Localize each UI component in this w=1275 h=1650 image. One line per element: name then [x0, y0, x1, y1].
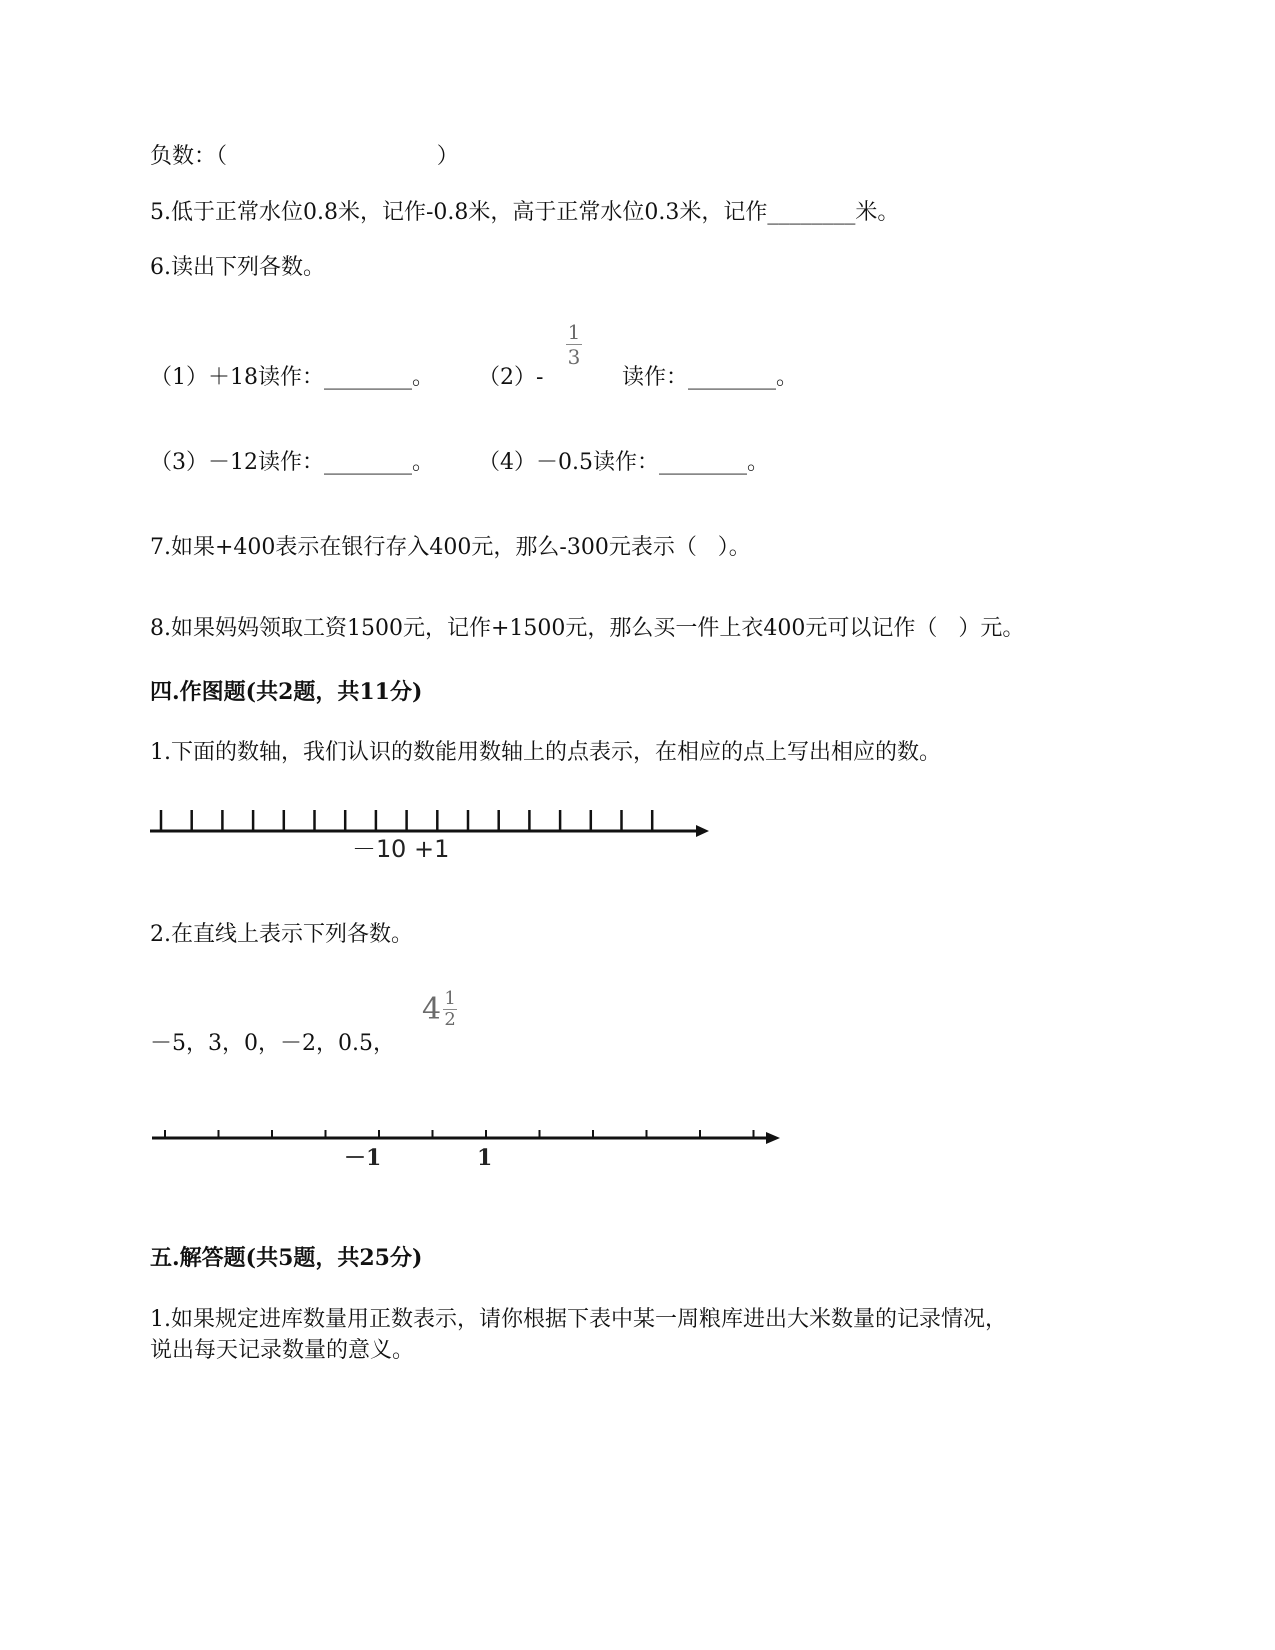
axis2-label-one: 1: [477, 1145, 493, 1171]
question-6-item-2-prefix: （2）-: [478, 365, 544, 390]
answer-question-1-line-2: 说出每天记录数量的意义。: [150, 1338, 415, 1363]
negative-numbers-line: 负数：（ ）: [150, 144, 459, 169]
question-6: 6.读出下列各数。: [150, 255, 325, 280]
mixed-number-numerator: 1: [444, 988, 456, 1009]
question-7: 7.如果+400表示在银行存入400元，那么-300元表示（ ）。: [150, 535, 751, 560]
axis2-label-minus-one: －1: [344, 1145, 382, 1171]
mixed-number-denominator: 2: [444, 1009, 456, 1030]
section-4-heading: 四.作图题(共2题，共11分): [150, 679, 423, 705]
axis1-label-minus-one: －1: [352, 835, 392, 863]
question-6-item-2-suffix: 读作：________。: [622, 365, 799, 390]
question-8: 8.如果妈妈领取工资1500元，记作+1500元，那么买一件上衣400元可以记作（ ）元。: [150, 616, 1025, 641]
question-6-item-1: （1）＋18读作：________。: [150, 365, 434, 390]
drawing-question-1: 1.下面的数轴，我们认识的数能用数轴上的点表示，在相应的点上写出相应的数。: [150, 740, 941, 765]
question-5: 5.低于正常水位0.8米，记作-0.8米，高于正常水位0.3米，记作________米。: [150, 200, 900, 225]
fraction-numerator: 1: [567, 320, 581, 344]
axis1-label-plus-one: +1: [414, 835, 450, 863]
question-6-item-4: （4）－0.5读作：________。: [478, 450, 769, 475]
mixed-number-whole: 4: [422, 991, 442, 1027]
axis1-label-zero: 0: [391, 835, 407, 863]
answer-question-1-line-1: 1.如果规定进库数量用正数表示，请你根据下表中某一周粮库进出大米数量的记录情况，: [150, 1307, 1007, 1332]
number-line-2-arrow: [766, 1132, 780, 1144]
fraction-denominator: 3: [567, 345, 581, 369]
section-5-heading: 五.解答题(共5题，共25分): [150, 1245, 423, 1271]
drawing-question-2-numbers: －5，3，0，－2，0.5，: [150, 1031, 395, 1056]
drawing-question-2: 2.在直线上表示下列各数。: [150, 922, 413, 947]
question-6-item-3: （3）－12读作：________。: [150, 450, 434, 475]
